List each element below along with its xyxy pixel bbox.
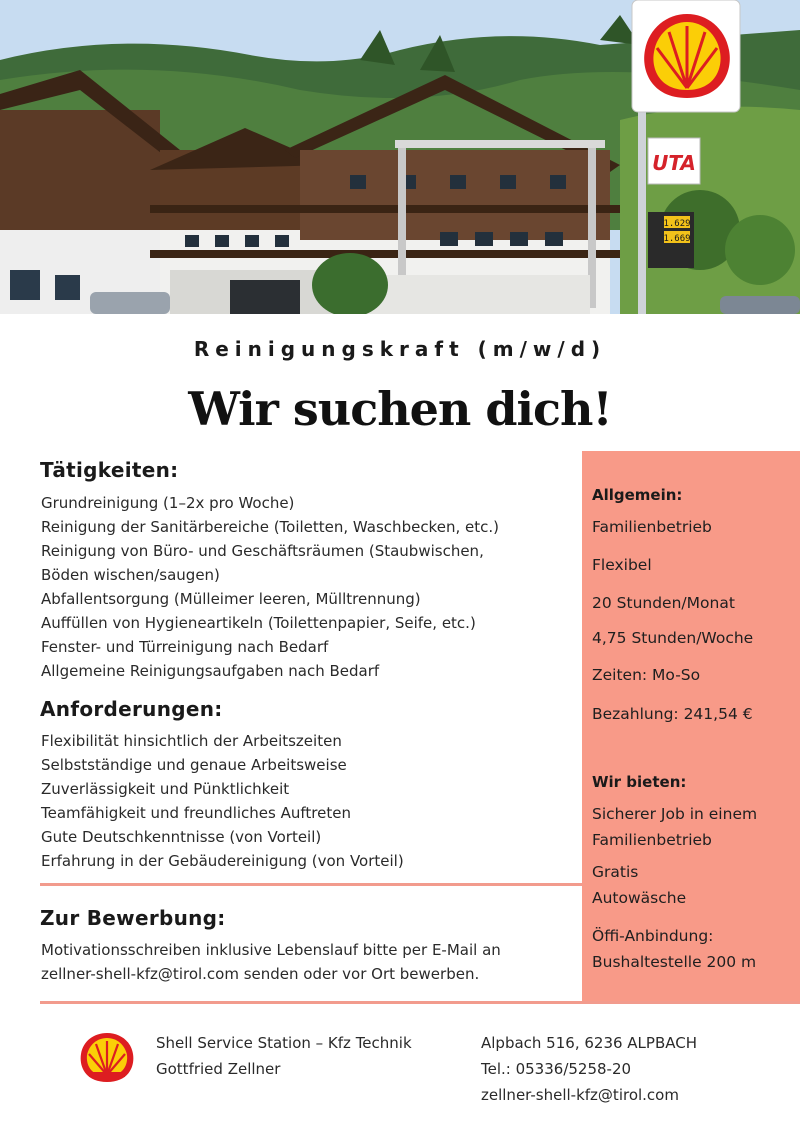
list-item: Auffüllen von Hygieneartikeln (Toilettenpapier, Seife, etc.) [41, 614, 476, 632]
list-item: Erfahrung in der Gebäudereinigung (von Vorteil) [41, 852, 404, 870]
list-item: Fenster- und Türreinigung nach Bedarf [41, 638, 329, 656]
headline: Wir suchen dich! [188, 382, 612, 436]
taetigkeiten-heading: Tätigkeiten: [40, 458, 179, 482]
divider [40, 883, 585, 886]
hero-scene-illustration [0, 0, 800, 314]
info-panel [582, 451, 800, 1001]
bewerbung-line-1: Motivationsschreiben inklusive Lebenslauf bitte per E-Mail an [41, 941, 501, 959]
footer-company [156, 1030, 412, 1082]
bewerbung-email-line: zellner-shell-kfz@tirol.com senden oder vor Ort bewerben. [41, 965, 480, 983]
list-item: Abfallentsorgung (Mülleimer leeren, Mülltrennung) [41, 590, 421, 608]
phone[interactable]: Tel.: 05336/5258-20 [481, 1060, 632, 1078]
email-link[interactable]: zellner-shell-kfz@tirol.com [481, 1086, 679, 1104]
uta-sign-text: UTA [652, 151, 696, 175]
owner-name: Gottfried Zellner [156, 1060, 281, 1078]
company-name: Shell Service Station – Kfz Technik [156, 1034, 412, 1052]
offer-line: Autowäsche [592, 889, 687, 907]
list-item: Zuverlässigkeit und Pünktlichkeit [41, 780, 290, 798]
list-item: Teamfähigkeit und freundliches Auftreten [41, 804, 351, 822]
allgemein-item: Flexibel [592, 556, 652, 574]
list-item: Grundreinigung (1–2x pro Woche) [41, 494, 295, 512]
hero-photo [0, 0, 800, 314]
list-item: Allgemeine Reinigungsaufgaben nach Bedarf [41, 662, 380, 680]
wir-bieten-heading: Wir bieten: [592, 773, 687, 791]
anforderungen-heading: Anforderungen: [40, 697, 223, 721]
offer-line: Familienbetrieb [592, 831, 712, 849]
offer-line: Bushaltestelle 200 m [592, 953, 757, 971]
divider [40, 1001, 800, 1004]
list-item: Selbstständige und genaue Arbeitsweise [41, 756, 347, 774]
list-item: Reinigung von Büro- und Geschäftsräumen (Staubwischen, [41, 542, 484, 560]
anforderungen-list [41, 729, 581, 873]
price-1: 1.629 [663, 219, 691, 229]
offer-line: Öffi-Anbindung: [592, 927, 714, 945]
price-2: 1.669 [663, 234, 691, 244]
list-item: Reinigung der Sanitärbereiche (Toiletten, Waschbecken, etc.) [41, 518, 499, 536]
offer-line: Gratis [592, 863, 639, 881]
taetigkeiten-list [41, 491, 581, 683]
allgemein-item: Zeiten: Mo-So [592, 666, 701, 684]
allgemein-item: Familienbetrieb [592, 518, 712, 536]
allgemein-item: 20 Stunden/Monat [592, 594, 735, 612]
list-item: Flexibilität hinsichtlich der Arbeitszeiten [41, 732, 342, 750]
address: Alpbach 516, 6236 ALPBACH [481, 1034, 697, 1052]
bewerbung-heading: Zur Bewerbung: [40, 906, 226, 930]
list-item: Gute Deutschkenntnisse (von Vorteil) [41, 828, 322, 846]
bewerbung-text [41, 938, 581, 986]
allgemein-item: 4,75 Stunden/Woche [592, 629, 754, 647]
offer-line: Sicherer Job in einem [592, 805, 758, 823]
job-title: Reinigungskraft (m/w/d) [193, 337, 607, 361]
list-item: Böden wischen/saugen) [41, 566, 220, 584]
footer-contact [481, 1030, 697, 1108]
allgemein-item: Bezahlung: 241,54 € [592, 705, 753, 723]
allgemein-heading: Allgemein: [592, 486, 683, 504]
shell-logo-icon [79, 1032, 135, 1084]
